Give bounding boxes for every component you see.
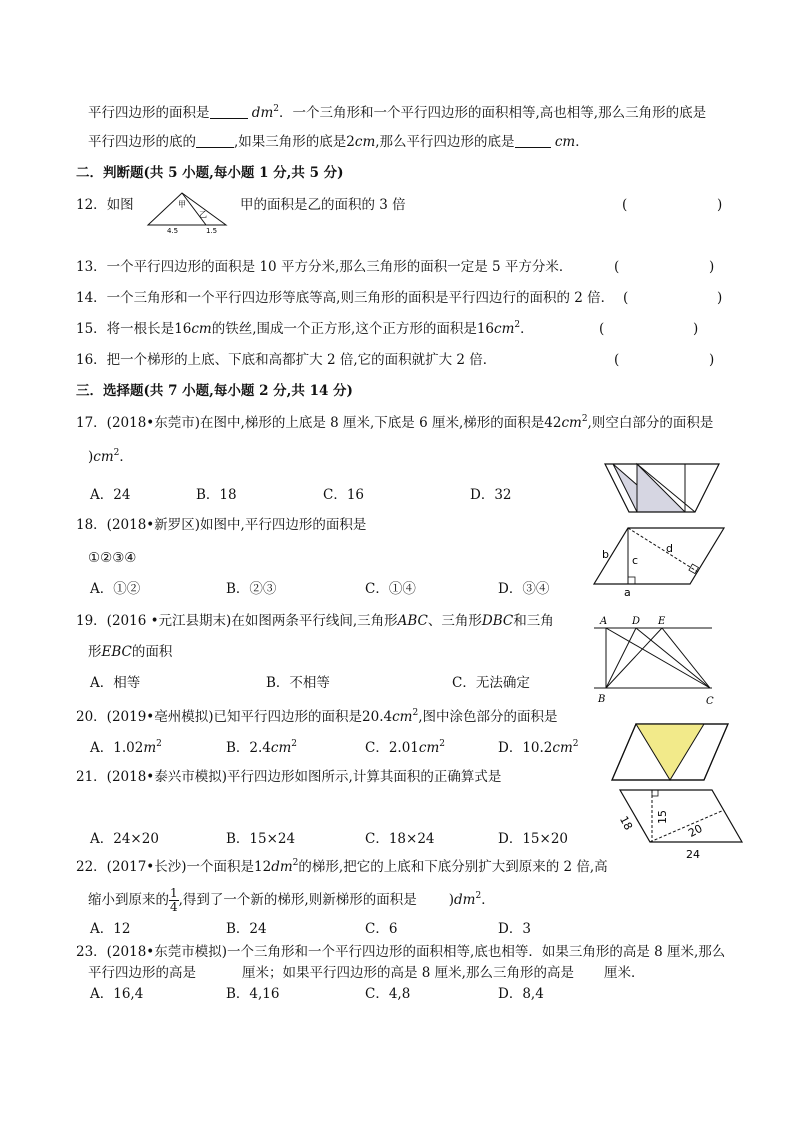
question-14: 14．一个三角形和一个平行四边形等底等高,则三角形的面积是平行四边行的面积的 2 倍． (76, 290, 615, 306)
fig-label-15: 15 (656, 810, 669, 824)
q17-trapezoid-figure (603, 462, 723, 514)
option-b[interactable]: B．18 (196, 487, 237, 503)
answer-blank[interactable] (196, 133, 234, 148)
question-23: 23．(2018•东莞市模拟)一个三角形和一个平行四边形的面积相等,底也相等．如果三角形的高是 8 厘米,那么 (76, 944, 726, 960)
option-c[interactable]: C．无法确定 (452, 675, 530, 691)
option-a[interactable]: A．24 (90, 487, 131, 503)
q19-parallel-lines-figure (590, 612, 720, 708)
section-title-judgment: 二．判断题(共 5 小题,每小题 1 分,共 5 分) (76, 165, 344, 181)
option-d[interactable]: D．15×20 (498, 831, 568, 847)
q21-parallelogram-figure (612, 782, 748, 862)
question-16: 16．把一个梯形的上底、下底和高都扩大 2 倍,它的面积就扩大 2 倍． (76, 352, 497, 368)
answer-blank[interactable] (210, 104, 248, 119)
answer-blank[interactable] (515, 133, 551, 148)
question-17-line2: )$cm^2$． (88, 448, 133, 465)
shaded-triangle-mid (637, 464, 685, 512)
question-12: 12．如图 (76, 197, 134, 213)
option-c[interactable]: C．$2.01cm^2$ (365, 739, 445, 756)
option-b[interactable]: B．不相等 (266, 675, 330, 691)
fig-label-d: d (666, 542, 673, 555)
option-b[interactable]: B．4,16 (226, 986, 280, 1002)
question-13: 13．一个平行四边形的面积是 10 平方分米,那么三角形的面积一定是 5 平方分米． (76, 259, 573, 275)
question-19: 19．(2016 •元江县期末)在如图两条平行线间,三角形ABC、三角形DBC和三角 (76, 613, 554, 629)
point-e: E (658, 616, 666, 627)
question-15: 15．将一根长是16cm的铁丝,围成一个正方形,这个正方形的面积是$16cm^2$． (76, 320, 534, 337)
option-d[interactable]: D．8,4 (498, 986, 544, 1002)
answer-paren-close: ) (717, 197, 723, 213)
q20-parallelogram-figure (610, 720, 732, 784)
fig-label-18: 18 (617, 813, 636, 833)
option-a[interactable]: A．24×20 (90, 831, 159, 847)
q12-triangle-figure (142, 190, 232, 234)
answer-paren-open[interactable]: ( (614, 259, 620, 275)
answer-paren-close: ) (693, 321, 699, 337)
option-b[interactable]: B．15×24 (226, 831, 296, 847)
question-22: 22．(2017•长沙)一个面积是$12dm^2$的梯形,把它的上底和下底分别扩大到原来的 2 倍,高 (76, 858, 608, 875)
option-b[interactable]: B．②③ (226, 581, 277, 597)
fig-label-left: 4.5 (167, 227, 179, 234)
question-22-line2: 缩小到原来的 $\frac{1}{4}$ ,得到了一个新的梯形,则新梯形的面积是 )$dm^2$． (88, 886, 495, 914)
option-d[interactable]: D．$10.2cm^2$ (498, 739, 579, 756)
section-title-choice: 三．选择题(共 7 小题,每小题 2 分,共 14 分) (76, 383, 353, 399)
option-c[interactable]: C．18×24 (365, 831, 435, 847)
option-d[interactable]: D．3 (498, 921, 531, 937)
answer-paren-close: ) (709, 259, 715, 275)
fig-label-24: 24 (686, 848, 700, 861)
question-20: 20．(2019•亳州模拟)已知平行四边形的面积是$20.4cm^2$,图中涂色部分的面积是 (76, 708, 558, 725)
fraction-one-quarter: $\frac{1}{4}$ (170, 886, 178, 914)
fig-label-yi: 乙 (199, 210, 207, 219)
answer-paren-close: ) (709, 352, 715, 368)
answer-paren-open[interactable]: ( (614, 352, 620, 368)
question-18: 18．(2018•新罗区)如图中,平行四边形的面积是 (76, 517, 367, 533)
option-a[interactable]: A．$1.02m^2$ (90, 739, 162, 756)
fig-label-c: c (632, 554, 639, 567)
fig-label-a: a (624, 586, 631, 598)
question-23-line2: 平行四边形的高是 厘米；如果平行四边形的高是 8 厘米,那么三角形的高是 厘米． (88, 965, 645, 981)
option-a[interactable]: A．相等 (90, 675, 141, 691)
option-a[interactable]: A．①② (90, 581, 141, 597)
point-a: A (600, 616, 608, 627)
option-c[interactable]: C．4,8 (365, 986, 411, 1002)
option-c[interactable]: C．16 (323, 487, 365, 503)
answer-paren-open[interactable]: ( (599, 321, 605, 337)
option-a[interactable]: A．12 (90, 921, 131, 937)
option-b[interactable]: B．24 (226, 921, 267, 937)
fig-label-b: b (602, 548, 609, 561)
answer-paren-open[interactable]: ( (622, 197, 628, 213)
top-line-2: 平行四边形的底的 ,如果三角形的底是2cm,那么平行四边形的底是 cm． (88, 134, 589, 150)
fig-label-jia: 甲 (178, 200, 186, 209)
question-17: 17．(2018•东莞市)在图中,梯形的上底是 8 厘米,下底是 6 厘米,梯形的面积是$42cm^2$,则空白部分的面积是 (76, 414, 714, 431)
option-a[interactable]: A．16,4 (90, 986, 144, 1002)
option-d[interactable]: D．32 (470, 487, 512, 503)
option-c[interactable]: C．6 (365, 921, 398, 937)
answer-paren-open[interactable]: ( (623, 290, 629, 306)
option-c[interactable]: C．①④ (365, 581, 416, 597)
point-d: D (632, 616, 641, 627)
question-19-line2: 形EBC的面积 (88, 644, 173, 660)
option-b[interactable]: B．$2.4cm^2$ (226, 739, 297, 756)
point-c: C (706, 696, 714, 707)
fig-label-right: 1.5 (206, 227, 218, 234)
option-d[interactable]: D．③④ (498, 581, 550, 597)
q18-parallelogram-figure (590, 522, 730, 598)
top-line-1: 平行四边形的面积是 $dm^2$．一个三角形和一个平行四边形的面积相等,高也相等,那么三角形的底是 (88, 104, 707, 121)
fig-label-20: 20 (686, 821, 705, 840)
question-18-line2: ①②③④ (88, 550, 137, 566)
question-21: 21．(2018•泰兴市模拟)平行四边形如图所示,计算其面积的正确算式是 (76, 769, 502, 785)
point-b: B (598, 694, 606, 705)
answer-paren-close: ) (717, 290, 723, 306)
question-12-statement: 甲的面积是乙的面积的 3 倍 (240, 197, 406, 213)
